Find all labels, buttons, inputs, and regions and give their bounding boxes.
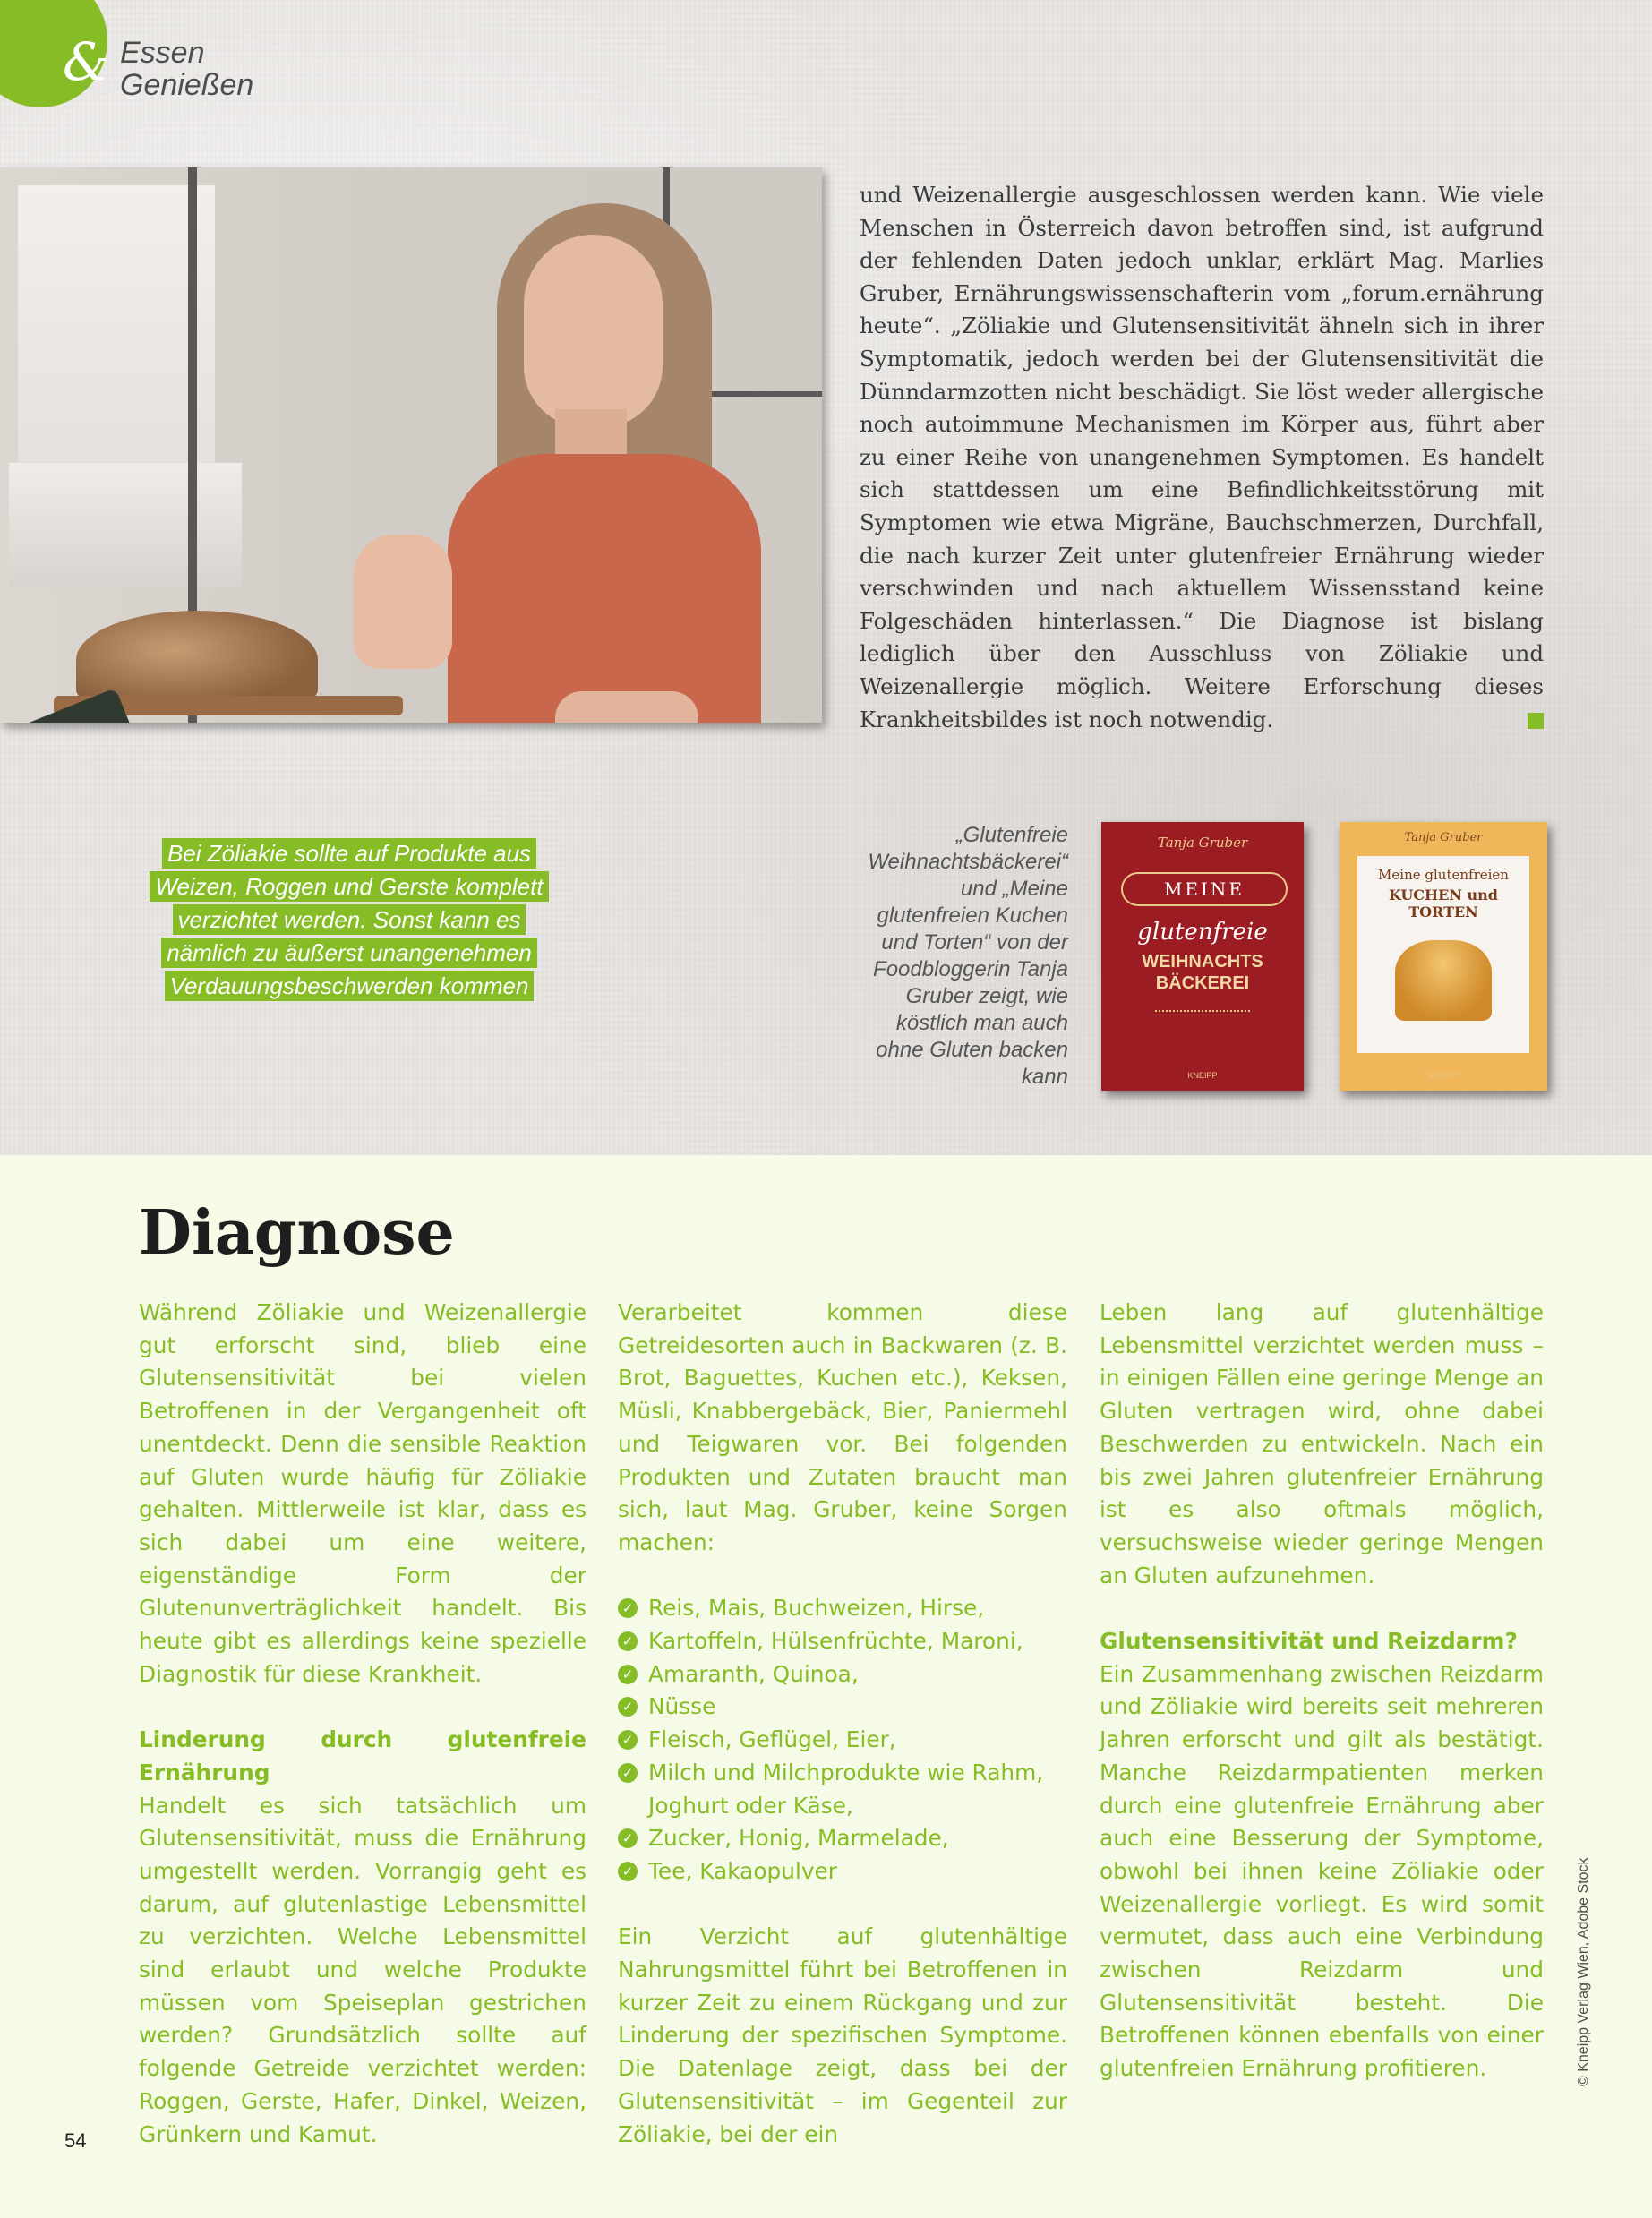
text-column-3: Leben lang auf glutenhältige Lebensmittel verzichtet werden muss – in einigen Fällen eine geringe Menge an Gluten vertragen wird, ohne dabei Beschwerden zu entwickeln. Nach ein bis zwei Jahren glutenfreier Ernährung ist es also oftmals möglich, versuchsweise wieder geringe Mengen an Gluten aufzunehmen. Glutensensitivität und Reizdarm? Ein Zusammenhang zwischen Reizdarm und Zöliakie wird bereits seit mehreren Jahren erforscht und gilt als bestätigt. Manche Reizdarmpatienten merken durch eine glutenfreie Ernährung aber auch eine Besserung der Symptome, obwohl bei ihnen keine Zöliakie oder Weizenallergie vorliegt. Es wird somit vermutet, dass auch eine Verbindung zwischen Reizdarm und Glutensensitivität besteht. Die Betroffenen können ebenfalls von einer glutenfreien Ernährung profitieren. [1100, 1299, 1544, 2082]
allowed-foods-list [618, 1592, 1067, 1888]
section-label-essen: Essen [120, 36, 205, 70]
check-circle-icon: ✓ [618, 1631, 638, 1651]
subheading-reizdarm: Glutensensitivität und Reizdarm? [1100, 1628, 1518, 1655]
page-number: 54 [64, 2129, 87, 2152]
list-item: ✓ Kartoffeln, Hülsenfrüchte, Maroni, [618, 1625, 1067, 1658]
check-circle-icon: ✓ [618, 1598, 638, 1618]
section-label-geniessen: Genießen [120, 68, 254, 102]
photo-caption: Bei Zöliakie sollte auf Produkte aus Weizen, Roggen und Gerste komplett verzichtet werden. Sonst kann es nämlich zu äußerst unangenehmen Verdauungsbeschwerden kommen [143, 837, 555, 1003]
list-item: ✓ Reis, Mais, Buchweizen, Hirse, [618, 1592, 1067, 1625]
text-column-2: Verarbeitet kommen diese Getreidesorten auch in Backwaren (z. B. Brot, Baguettes, Kuchen etc.), Keksen, Müsli, Knabbergebäck, Bier, Paniermehl und Teigwaren vor. Bei folgenden Produkten und Zutaten braucht man sich, laut Mag. Gruber, keine Sorgen machen: ✓ Reis, Mais, Buchweizen, Hirse, ✓ Kartoffeln, Hülsenfrüchte, Maroni, ✓ Amaranth, Quinoa, ✓ Nüsse ✓ Fleisch, Geflügel, Eier, ✓ Milch und Milchprodukte wie Rahm, Joghurt oder Käse, ✓ Zucker, Honig, Marmelade, ✓ Tee, Kakaopulver Ein Verzicht auf glutenhältige Nahrungsmittel führt bei Betroffenen in kurzer Zeit zu einem Rückgang und zur Linderung der spezifischen Symptome. Die Datenlage zeigt, dass bei der Glutensensitivität – im Gegenteil zur Zöliakie, bei der ein [618, 1299, 1067, 2147]
text-column-1: Während Zöliakie und Weizenallergie gut erforscht sind, blieb eine Glutensensitivität bei vielen Betroffenen in der Vergangenheit oft unentdeckt. Denn die sensible Reaktion auf Gluten wurde häufig für Zöliakie gehalten. Mittlerweile ist klar, dass es sich dabei um eine weitere, eigenständige Form der Glutenunverträglichkeit handelt. Bis heute gibt es allerdings keine spezielle Diagnostik für diese Krankheit. Linderung durch glutenfreie Ernährung Handelt es sich tatsächlich um Glutensensitivität, muss die Ernährung umgestellt werden. Vorrangig geht es darum, auf glutenlastige Lebensmittel zu verzichten. Welche Lebensmittel sind erlaubt und welche Produkte müssen vom Speiseplan gestrichen werden? Grundsätzlich sollte auf folgende Getreide verzichtet werden: Roggen, Gerste, Hafer, Dinkel, Weizen, Grünkern und Kamut. [139, 1299, 586, 2147]
check-circle-icon: ✓ [618, 1730, 638, 1750]
end-square-icon [1528, 713, 1544, 729]
subheading-linderung: Linderung durch glutenfreie Ernährung [139, 1726, 586, 1786]
check-circle-icon: ✓ [618, 1697, 638, 1717]
list-item: ✓ Nüsse [618, 1691, 1067, 1724]
section-heading: Diagnose [139, 1197, 455, 1269]
photo-credit: © Kneipp Verlag Wien, Adobe Stock [1576, 1857, 1591, 2086]
book-cover-weihnachtsbaeckerei: Tanja Gruber MEINE glutenfreie WEIHNACHTS BÄCKEREI KNEIPP [1101, 822, 1304, 1091]
brand-ampersand: & [63, 31, 109, 92]
list-item: ✓ Tee, Kakaopulver [618, 1855, 1067, 1888]
list-item: ✓ Amaranth, Quinoa, [618, 1658, 1067, 1691]
check-circle-icon: ✓ [618, 1862, 638, 1881]
book-cover-kuchen-torten: Tanja Gruber Meine glutenfreien KUCHEN und TORTEN KNEIPP [1340, 822, 1547, 1091]
check-circle-icon: ✓ [618, 1763, 638, 1783]
list-item: ✓ Milch und Milchprodukte wie Rahm, Joghurt oder Käse, [618, 1757, 1067, 1822]
article-continuation: und Weizenallergie ausgeschlossen werden kann. Wie viele Menschen in Österreich davon betroffen sind, ist aufgrund der fehlenden Daten jedoch unklar, erklärt Mag. Marlies Gruber, Ernährungswissenschafterin vom „forum.ernährung heute“. „Zöliakie und Glutensensitivität ähneln sich in ihrer Symptomatik, jedoch werden bei der Glutensensitivität die Dünndarmzotten nicht beschädigt. Sie löst weder allergische noch autoimmune Mechanismen im Körper aus, führt aber zu einer Reihe von unangenehmen Symptomen. Es handelt sich stattdessen um eine Befindlichkeitsstörung mit Symptomen wie etwa Migräne, Bauchschmerzen, Durchfall, die nach kurzer Zeit unter glutenfreier Ernährung wieder verschwinden und nach aktuellem Wissensstand keine Folgeschäden hinterlassen.“ Die Diagnose ist bislang lediglich über den Ausschluss von Zöliakie und Weizenallergie möglich. Weitere Erforschung dieses Krankheitsbildes ist noch notwendig. [860, 182, 1544, 732]
book-caption: „Glutenfreie Weihnachtsbäckerei“ und „Meine glutenfreien Kuchen und Torten“ von der Foodbloggerin Tanja Gruber zeigt, wie köstlich man auch ohne Gluten backen kann [868, 823, 1068, 1089]
check-circle-icon: ✓ [618, 1665, 638, 1684]
list-item: ✓ Zucker, Honig, Marmelade, [618, 1822, 1067, 1855]
check-circle-icon: ✓ [618, 1828, 638, 1848]
list-item: ✓ Fleisch, Geflügel, Eier, [618, 1724, 1067, 1757]
photo-woman-refusing-bread [0, 167, 822, 723]
